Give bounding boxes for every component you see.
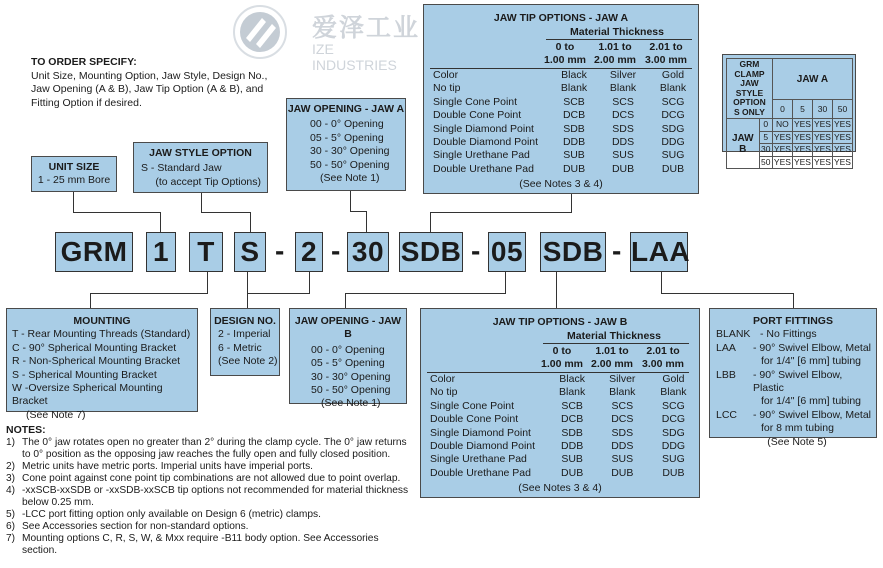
connector-line <box>345 293 506 294</box>
jaw-tip_a-row <box>433 123 698 136</box>
grm-compat-cell: YES <box>773 131 791 142</box>
grm-jaw-b-header: JAW B <box>727 119 760 169</box>
connector-line <box>309 272 310 294</box>
tip-code-cell: DUB <box>662 466 685 479</box>
jaw-opening-a-line: 00 - 0° Opening <box>310 118 384 131</box>
mounting-line: C - 90° Spherical Mounting Bracket <box>12 341 177 354</box>
tip-code-cell: Blank <box>660 386 687 399</box>
note-number <box>6 449 22 461</box>
jaw-opening-a-box <box>286 98 406 191</box>
port-fitting-item <box>716 409 876 422</box>
code-mounting: T <box>189 232 223 272</box>
tip-code-cell: DUB <box>561 466 584 479</box>
grm-compat-cell: YES <box>773 156 791 167</box>
tip-code-cell: SCG <box>661 95 685 108</box>
tip-type-label: Single Urethane Pad <box>433 149 530 162</box>
connector-line <box>430 212 572 213</box>
tip-code-cell: SCS <box>611 399 634 412</box>
tip-type-label: No tip <box>430 386 458 399</box>
code-jaw-opening-b: 05 <box>488 232 526 272</box>
jaw-tip-a-colhead: 2.01 to 3.00 mm <box>644 41 688 67</box>
tip-code-cell: DDS <box>611 136 635 149</box>
port-fittings-note: (See Note 5) <box>767 435 827 448</box>
grm-jaw-b-value: 0 <box>759 119 772 132</box>
grm-jaw-a-value: 30 <box>812 100 832 119</box>
note-number <box>6 497 22 509</box>
code-jaw-style: S <box>234 232 266 272</box>
connector-line <box>350 191 351 211</box>
jaw-tip_a-row <box>433 149 698 162</box>
design-no-title: DESIGN NO. <box>214 315 276 327</box>
tip-code-cell: SUS <box>611 453 634 466</box>
port-fitting-code <box>716 355 753 368</box>
tip-type-label: Color <box>433 69 459 81</box>
port-fitting-code: BLANK <box>716 328 751 341</box>
port-fitting-code: LBB <box>716 368 736 381</box>
tip-code-cell: DDB <box>561 440 584 453</box>
connector-line <box>366 211 367 232</box>
jaw-opening-b-line: 30 - 30° Opening <box>311 370 391 383</box>
logo <box>232 4 422 73</box>
grm-compat-cell: YES <box>773 144 791 155</box>
tip-code-cell: DUB <box>661 162 685 175</box>
port-fitting-desc: for 1/4" [6 mm] tubing <box>761 395 862 408</box>
jaw-opening-a-line: 05 - 5° Opening <box>310 131 384 144</box>
note-item <box>6 509 416 521</box>
tip-code-cell: Blank <box>559 386 586 399</box>
order-specify-line: Fitting Option if desired. <box>31 96 142 109</box>
tip-type-label: Double Cone Point <box>430 413 519 426</box>
design-no-box <box>210 308 280 376</box>
unit-size-box <box>31 156 117 192</box>
note-number: 3) <box>6 473 16 484</box>
tip-code-cell: DCB <box>562 109 586 122</box>
jaw-tip-b-table <box>430 373 699 480</box>
connector-line <box>505 272 506 294</box>
connector-line <box>556 272 557 308</box>
port-fitting-item <box>716 342 876 355</box>
connector-line <box>90 293 208 294</box>
connector-line <box>207 272 208 294</box>
tip-code-cell: SCB <box>561 399 583 412</box>
jaw-opening-b-line: 05 - 5° Opening <box>311 357 385 370</box>
design-no-line: 6 - Metric <box>218 341 262 354</box>
grm-compat-cell: YES <box>833 131 851 142</box>
connector-line <box>250 212 251 232</box>
jaw-tip_a-row <box>433 163 698 176</box>
tip-code-cell: Gold <box>661 69 685 81</box>
tip-type-label: Double Diamond Point <box>433 136 539 149</box>
note-item <box>6 485 416 497</box>
tip-type-label: Double Diamond Point <box>430 440 536 453</box>
port-fitting-code: LCC <box>716 408 738 421</box>
note-item <box>6 473 416 485</box>
grm-compat-cell: YES <box>813 156 831 167</box>
connector-line <box>73 212 161 213</box>
port-fitting-desc: - 90° Swivel Elbow, Metal <box>753 408 871 421</box>
note-text: -LCC port fitting option only available on Design 6 (metric) clamps. <box>22 509 321 520</box>
tip-type-label: Single Cone Point <box>430 399 515 412</box>
tip-code-cell: DCG <box>661 413 686 426</box>
jaw-style-line: (to accept Tip Options) <box>155 175 261 188</box>
note-item <box>6 449 416 461</box>
code-jaw-tip-b: SDB <box>540 232 606 272</box>
tip-code-cell: SUG <box>661 149 685 162</box>
note-text: Cone point against cone point tip combinations are not allowed due to point overlap. <box>22 473 401 484</box>
jaw-tip_b-row <box>430 386 699 399</box>
jaw-tip_b-row <box>430 427 699 440</box>
code-dash: - <box>275 235 285 266</box>
notes-title: NOTES: <box>6 424 46 436</box>
tip-type-label: Single Urethane Pad <box>430 453 527 466</box>
unit-size-text: 1 - 25 mm Bore <box>37 174 111 187</box>
jaw-tip-b-note: (See Notes 3 & 4) <box>518 482 602 494</box>
jaw-tip_b-row <box>430 400 699 413</box>
note-text: See Accessories section for non-standard options. <box>22 521 249 532</box>
code-design-no: 2 <box>295 232 323 272</box>
code-dash: - <box>471 235 481 266</box>
unit-size-title: UNIT SIZE <box>48 161 100 173</box>
grm-corner-header: GRM CLAMP JAW STYLE OPTION S ONLY <box>727 59 773 119</box>
connector-line <box>201 193 202 213</box>
connector-line <box>661 272 662 294</box>
code-port-fitting: LAA <box>630 232 688 272</box>
port-fitting-desc: - No Fittings <box>760 328 817 341</box>
mounting-line: T - Rear Mounting Threads (Standard) <box>12 328 191 341</box>
order-specify-line: Unit Size, Mounting Option, Jaw Style, Design No., <box>31 69 268 82</box>
jaw-opening-a-title: JAW OPENING - JAW A <box>287 103 405 115</box>
grm-jaw-b-value: 5 <box>759 131 772 144</box>
code-jaw-tip-a: SDB <box>399 232 463 272</box>
code-unit-size: 1 <box>146 232 176 272</box>
tip-code-cell: SCG <box>662 399 685 412</box>
grm-clamp-table-box <box>722 54 856 167</box>
grm-jaw-a-value: 5 <box>792 100 812 119</box>
tip-code-cell: Blank <box>659 82 687 95</box>
tip-code-cell: Blank <box>560 82 588 95</box>
tip-type-label: Double Cone Point <box>433 109 522 122</box>
note-text: Metric units have metric ports. Imperial units have imperial ports. <box>22 461 314 472</box>
order-specify-line: Jaw Opening (A & B), Jaw Tip Option (A & B), and <box>31 83 264 96</box>
tip-code-cell: SDB <box>563 122 585 135</box>
jaw-tip-b-colhead: 2.01 to 3.00 mm <box>641 345 685 371</box>
tip-code-cell: SUB <box>563 149 585 162</box>
jaw-opening-b-box <box>289 308 407 410</box>
tip-code-cell: Blank <box>609 82 637 95</box>
grm-table-row <box>727 119 853 132</box>
jaw-tip_a-row <box>433 82 698 95</box>
connector-line <box>571 194 572 213</box>
connector-line <box>90 293 91 308</box>
tip-type-label: Double Urethane Pad <box>433 162 534 175</box>
jaw-tip-b-thickness: Material Thickness <box>567 330 661 342</box>
connector-line <box>661 293 794 294</box>
jaw-opening-b-title: JAW OPENING - JAW B <box>294 315 402 341</box>
grm-compat-cell: YES <box>793 144 811 155</box>
grm-compat-cell: YES <box>793 131 811 142</box>
grm-compat-cell: YES <box>813 131 831 142</box>
grm-compat-cell: YES <box>833 156 851 167</box>
note-text: below 0.25 mm. <box>22 497 94 508</box>
mounting-note: (See Note 7) <box>26 408 86 421</box>
tip-code-cell: DDB <box>562 136 586 149</box>
grm-compat-cell: YES <box>833 119 851 130</box>
tip-code-cell: Gold <box>662 373 685 385</box>
grm-compat-cell: YES <box>813 144 831 155</box>
note-number: 1) <box>6 437 16 448</box>
jaw-opening-a-line: 50 - 50° Opening <box>310 158 390 171</box>
tip-type-label: No tip <box>433 82 461 95</box>
jaw-style-line: S - Standard Jaw <box>141 162 222 175</box>
tip-code-cell: DCS <box>611 413 634 426</box>
jaw-tip-a-table <box>433 69 698 176</box>
tip-code-cell: DCS <box>611 109 635 122</box>
port-fitting-item <box>716 328 876 341</box>
logo-english: IZE INDUSTRIES <box>312 41 397 73</box>
connector-line <box>73 192 74 212</box>
mounting-line: S - Spherical Mounting Bracket <box>12 368 157 381</box>
port-fittings-box <box>709 308 877 448</box>
connector-line <box>160 212 161 232</box>
tip-code-cell: DUB <box>611 466 634 479</box>
jaw-tip_b-row <box>430 453 699 466</box>
note-text: -xxSCB-xxSDB or -xxSDB-xxSCB tip options not recommended for material thickness <box>22 485 409 496</box>
tip-code-cell: SDS <box>612 122 634 135</box>
design-no-line: 2 - Imperial <box>218 328 271 341</box>
tip-code-cell: Black <box>561 69 587 81</box>
jaw-tip-a-thickness-rule <box>546 39 692 40</box>
note-item <box>6 533 416 557</box>
grm-jaw-a-value: 0 <box>772 100 792 119</box>
port-fitting-desc: for 1/4" [6 mm] tubing <box>761 355 862 368</box>
jaw-tip-a-box <box>423 4 699 194</box>
connector-line <box>350 211 367 212</box>
grm-compat-cell: YES <box>833 144 851 155</box>
port-fitting-code <box>716 395 753 408</box>
connector-line <box>247 293 310 294</box>
tip-code-cell: DCG <box>661 109 685 122</box>
grm-compat-cell: NO <box>772 119 792 132</box>
tip-code-cell: Blank <box>609 386 636 399</box>
jaw-style-title: JAW STYLE OPTION <box>149 147 252 159</box>
tip-code-cell: SUS <box>612 149 634 162</box>
port-fitting-item <box>716 422 876 435</box>
port-fitting-item <box>716 369 876 396</box>
jaw-tip_b-row <box>430 373 699 386</box>
tip-code-cell: DDG <box>661 136 685 149</box>
tip-code-cell: SDS <box>611 426 634 439</box>
code-dash: - <box>331 235 341 266</box>
jaw-opening-b-note: (See Note 1) <box>321 397 381 410</box>
port-fitting-desc: - 90° Swivel Elbow, Metal <box>753 341 871 354</box>
jaw-opening-b-line: 50 - 50° Opening <box>311 384 391 397</box>
tip-code-cell: SDG <box>661 122 685 135</box>
jaw-tip_b-row <box>430 440 699 453</box>
jaw-tip_b-row <box>430 467 699 480</box>
note-text: Mounting options C, R, S, W, & Mxx require -B11 body option. See Accessories section. <box>22 533 379 556</box>
jaw-tip-b-title: JAW TIP OPTIONS - JAW B <box>492 316 628 328</box>
note-number: 4) <box>6 485 16 496</box>
jaw-opening-a-line: 30 - 30° Opening <box>310 145 390 158</box>
connector-line <box>247 272 248 308</box>
grm-clamp-table <box>726 58 853 169</box>
order-specify <box>31 56 267 110</box>
jaw-tip_a-row <box>433 69 698 82</box>
note-text: to 0° position as the opposing jaw reaches the fully open and fully closed position. <box>22 449 391 460</box>
note-number: 7) <box>6 533 16 544</box>
jaw-tip_a-row <box>433 96 698 109</box>
tip-code-cell: SUG <box>662 453 685 466</box>
jaw-tip-b-colhead: 1.01 to 2.00 mm <box>590 345 634 371</box>
tip-code-cell: SCB <box>563 95 585 108</box>
tip-type-label: Single Cone Point <box>433 95 518 108</box>
tip-code-cell: SUB <box>561 453 583 466</box>
connector-line <box>201 212 251 213</box>
tip-code-cell: Black <box>559 373 585 385</box>
jaw-tip-b-box <box>420 308 700 498</box>
grm-compat-cell: YES <box>793 156 811 167</box>
order-specify-title: TO ORDER SPECIFY: <box>31 56 137 68</box>
port-fitting-item <box>716 395 876 408</box>
connector-line <box>345 293 346 308</box>
note-item <box>6 461 416 473</box>
mounting-line: W -Oversize Spherical Mounting Bracket <box>12 382 163 408</box>
jaw-opening-b-line: 00 - 0° Opening <box>311 343 385 356</box>
grm-jaw-b-value: 50 <box>761 156 771 167</box>
jaw-tip-b-thickness-rule <box>543 343 689 344</box>
port-fittings-title: PORT FITTINGS <box>753 315 833 327</box>
tip-type-label: Color <box>430 373 456 385</box>
tip-code-cell: DDG <box>661 440 686 453</box>
jaw-tip_a-row <box>433 136 698 149</box>
port-fitting-code <box>716 422 753 435</box>
port-fitting-desc: - 90° Swivel Elbow, Plastic <box>752 368 843 395</box>
tip-type-label: Double Urethane Pad <box>430 466 531 479</box>
connector-line <box>430 212 431 232</box>
grm-jaw-a-header: JAW A <box>772 59 852 100</box>
jaw-tip-a-thickness: Material Thickness <box>570 26 664 38</box>
jaw-tip_b-row <box>430 413 699 426</box>
tip-code-cell: DDS <box>611 440 634 453</box>
tip-code-cell: Silver <box>609 373 636 385</box>
note-text: The 0° jaw rotates open no greater than 2° during the clamp cycle. The 0° jaw returns <box>22 437 407 448</box>
tip-type-label: Single Diamond Point <box>430 426 531 439</box>
mounting-line: R - Non-Spherical Mounting Bracket <box>12 355 181 368</box>
notes <box>6 424 416 557</box>
jaw-tip-a-colhead: 1.01 to 2.00 mm <box>593 41 637 67</box>
logo-chinese: 爱泽工业 <box>312 13 421 42</box>
note-item <box>6 497 416 509</box>
note-number: 5) <box>6 509 16 520</box>
tip-code-cell: DUB <box>611 162 635 175</box>
jaw-tip-a-note: (See Notes 3 & 4) <box>519 178 603 190</box>
jaw-opening-a-note: (See Note 1) <box>320 172 380 185</box>
tip-code-cell: Silver <box>609 69 637 81</box>
mounting-box <box>6 308 198 421</box>
note-number: 6) <box>6 521 16 532</box>
jaw-tip-a-title: JAW TIP OPTIONS - JAW A <box>493 12 629 24</box>
note-item <box>6 521 416 533</box>
mounting-title: MOUNTING <box>73 315 131 327</box>
tip-code-cell: SDG <box>662 426 685 439</box>
tip-code-cell: SDB <box>561 426 583 439</box>
jaw-tip_a-row <box>433 109 698 122</box>
jaw-tip-b-colhead: 0 to 1.00 mm <box>540 345 584 371</box>
tip-code-cell: DCB <box>561 413 584 426</box>
port-fitting-desc: for 8 mm tubing <box>761 422 834 435</box>
grm-compat-cell: YES <box>793 119 811 130</box>
note-number: 2) <box>6 461 16 472</box>
code-unit-series: GRM <box>55 232 133 272</box>
jaw-style-box <box>133 142 268 193</box>
grm-compat-cell: YES <box>813 119 831 130</box>
tip-code-cell: SCS <box>612 95 634 108</box>
connector-line <box>793 293 794 308</box>
port-fitting-code: LAA <box>716 341 736 354</box>
code-dash: - <box>612 235 622 266</box>
port-fitting-item <box>716 355 876 368</box>
ize-logo-icon <box>232 4 292 60</box>
grm-jaw-b-value: 30 <box>761 144 771 155</box>
design-no-note: (See Note 2) <box>218 355 278 368</box>
grm-jaw-a-value: 50 <box>832 100 852 119</box>
tip-type-label: Single Diamond Point <box>433 122 534 135</box>
jaw-tip-a-colhead: 0 to 1.00 mm <box>543 41 587 67</box>
code-jaw-opening-a: 30 <box>347 232 389 272</box>
note-item <box>6 437 416 449</box>
tip-code-cell: DUB <box>562 162 586 175</box>
